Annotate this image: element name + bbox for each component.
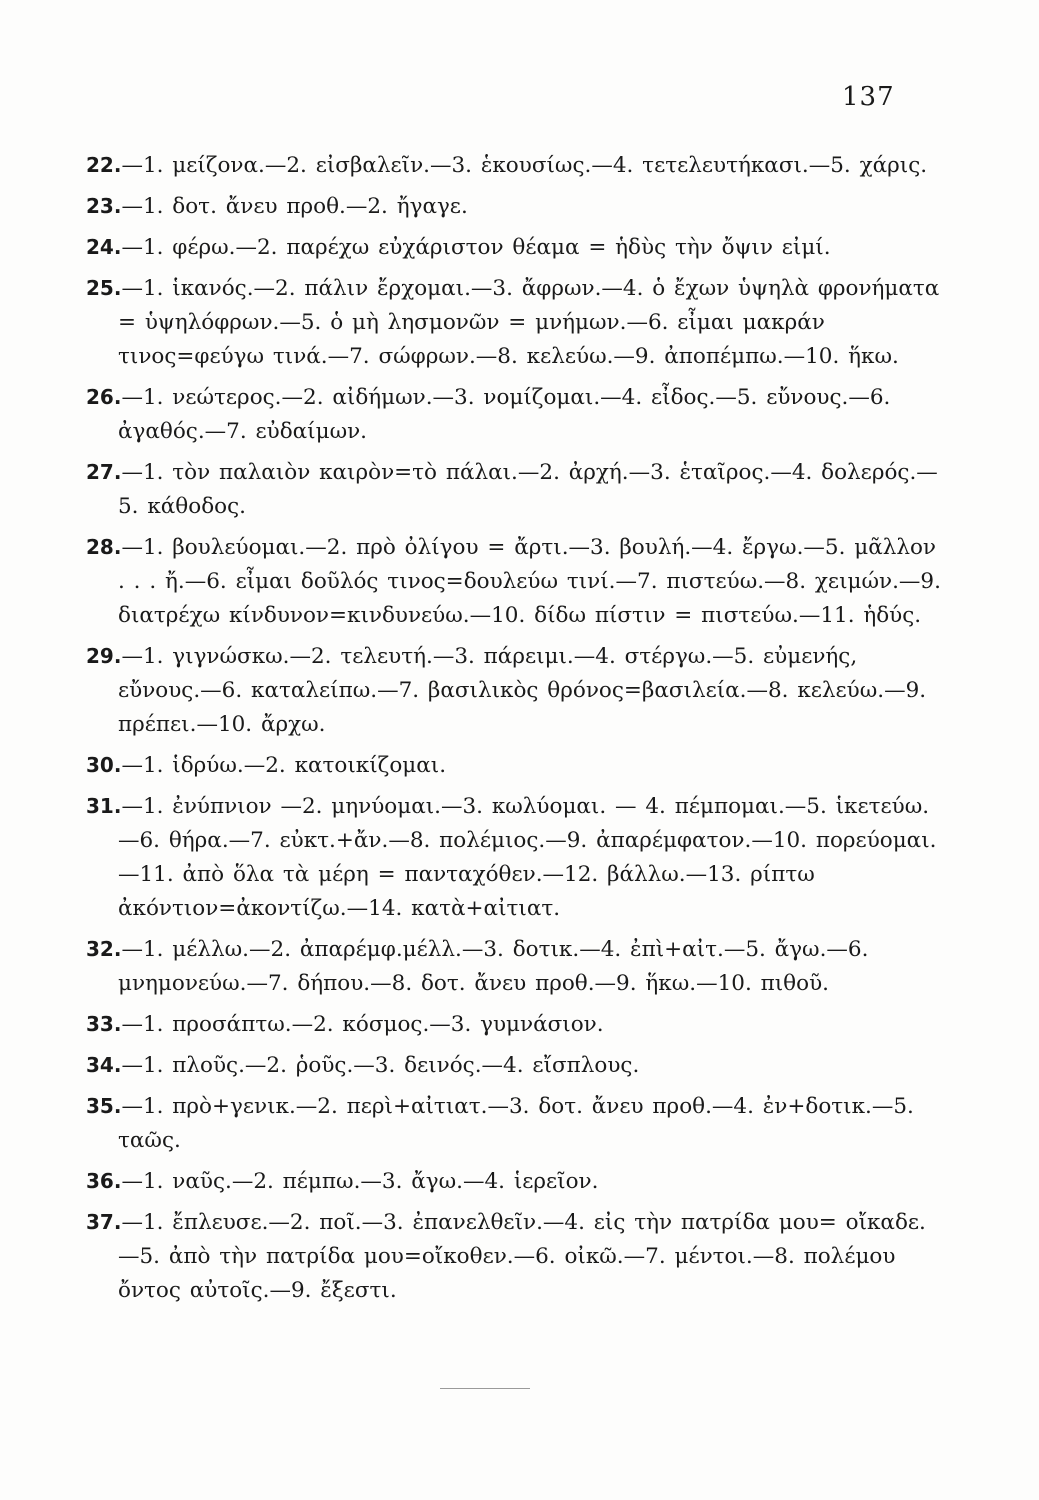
entry-text: —1. βουλεύομαι.—2. πρὸ ὀλίγου = ἄρτι.—3. βουλή.—4. ἔργω.—5. μᾶλλον . . . ἤ.—6. εἶμαι δοῦλός τινος=δουλεύω τινί.—7. πιστεύω.—8. χειμών.—9. διατρέχω κίνδυνον=κινδυνεύω.—10. δίδω πίστιν = πιστεύω.—11. ἡδύς. — [118, 535, 941, 628]
entry-number: 31. — [86, 794, 122, 818]
entry-number: 37. — [86, 1210, 122, 1234]
entry-37 — [86, 1205, 946, 1308]
entry-number: 23. — [86, 194, 122, 218]
entry-text: —1. ἐνύπνιον —2. μηνύομαι.—3. κωλύομαι. — 4. πέμπομαι.—5. ἱκετεύω.—6. θήρα.—7. εὐκτ.+ἄν.—8. πολέμιος.—9. ἀπαρέμφατον.—10. πορεύομαι.—11. ἀπὸ ὅλα τὰ μέρη = πανταχόθεν.—12. βάλλω.—13. ρίπτω ἀκόντιον=ἀκοντίζω.—14. κατὰ+αἰτιατ. — [118, 794, 937, 921]
page-number: 137 — [842, 82, 895, 112]
entry-24 — [86, 230, 946, 265]
entry-text: —1. ναῦς.—2. πέμπω.—3. ἄγω.—4. ἱερεῖον. — [121, 1169, 599, 1194]
entry-text: —1. γιγνώσκω.—2. τελευτή.—3. πάρειμι.—4. στέργω.—5. εὐμενής, εὔνους.—6. καταλείπω.—7. βασιλικὸς θρόνος=βασιλεία.—8. κελεύω.—9. πρέπει.—10. ἄρχω. — [118, 644, 927, 737]
entry-31 — [86, 789, 946, 926]
entry-number: 30. — [86, 753, 122, 777]
answer-key-list — [86, 148, 946, 1314]
entry-32 — [86, 932, 946, 1001]
entry-28 — [86, 530, 946, 633]
entry-number: 27. — [86, 460, 122, 484]
entry-number: 33. — [86, 1012, 122, 1036]
entry-number: 32. — [86, 937, 122, 961]
entry-number: 35. — [86, 1094, 122, 1118]
entry-number: 36. — [86, 1169, 122, 1193]
entry-text: —1. πλοῦς.—2. ῥοῦς.—3. δεινός.—4. εἴσπλους. — [121, 1053, 640, 1078]
entry-33 — [86, 1007, 946, 1042]
entry-number: 29. — [86, 644, 122, 668]
entry-29 — [86, 639, 946, 742]
entry-text: —1. φέρω.—2. παρέχω εὐχάριστον θέαμα = ἡδὺς τὴν ὄψιν εἰμί. — [121, 235, 831, 260]
entry-text: —1. μέλλω.—2. ἀπαρέμφ.μέλλ.—3. δοτικ.—4. ἐπὶ+αἰτ.—5. ἄγω.—6. μνημονεύω.—7. δήπου.—8. δοτ. ἄνευ προθ.—9. ἥκω.—10. πιθοῦ. — [118, 937, 869, 996]
entry-number: 34. — [86, 1053, 122, 1077]
end-divider — [440, 1388, 530, 1389]
entry-22 — [86, 148, 946, 183]
entry-text: —1. ἱκανός.—2. πάλιν ἔρχομαι.—3. ἄφρων.—4. ὁ ἔχων ὑψηλὰ φρονήματα = ὑψηλόφρων.—5. ὁ μὴ λησμονῶν = μνήμων.—6. εἶμαι μακράν τινος=φεύγω τινά.—7. σώφρων.—8. κελεύω.—9. ἀποπέμπω.—10. ἥκω. — [118, 276, 940, 369]
entry-35 — [86, 1089, 946, 1158]
entry-number: 24. — [86, 235, 122, 259]
entry-25 — [86, 271, 946, 374]
entry-text: —1. νεώτερος.—2. αἰδήμων.—3. νομίζομαι.—4. εἶδος.—5. εὔνους.—6. ἀγαθός.—7. εὐδαίμων. — [118, 385, 891, 444]
entry-text: —1. πρὸ+γενικ.—2. περὶ+αἰτιατ.—3. δοτ. ἄνευ προθ.—4. ἐν+δοτικ.—5. ταῶς. — [118, 1094, 914, 1153]
entry-27 — [86, 455, 946, 524]
entry-text: —1. τὸν παλαιὸν καιρὸν=τὸ πάλαι.—2. ἀρχή.—3. ἑταῖρος.—4. δολερός.—5. κάθοδος. — [118, 460, 938, 519]
entry-text: —1. προσάπτω.—2. κόσμος.—3. γυμνάσιον. — [121, 1012, 604, 1037]
entry-number: 25. — [86, 276, 122, 300]
entry-number: 26. — [86, 385, 122, 409]
entry-text: —1. δοτ. ἄνευ προθ.—2. ἤγαγε. — [121, 194, 468, 219]
entry-number: 28. — [86, 535, 122, 559]
entry-23 — [86, 189, 946, 224]
entry-30 — [86, 748, 946, 783]
entry-26 — [86, 380, 946, 449]
entry-number: 22. — [86, 153, 122, 177]
entry-34 — [86, 1048, 946, 1083]
entry-text: —1. μείζονα.—2. εἰσβαλεῖν.—3. ἑκουσίως.—4. τετελευτήκασι.—5. χάρις. — [121, 153, 928, 178]
entry-36 — [86, 1164, 946, 1199]
entry-text: —1. ἔπλευσε.—2. ποῖ.—3. ἐπανελθεῖν.—4. εἰς τὴν πατρίδα μου= οἴκαδε.—5. ἀπὸ τὴν πατρίδα μου=οἴκοθεν.—6. οἰκῶ.—7. μέντοι.—8. πολέμου ὄντος αὐτοῖς.—9. ἔξεστι. — [118, 1210, 926, 1303]
entry-text: —1. ἱδρύω.—2. κατοικίζομαι. — [121, 753, 447, 778]
